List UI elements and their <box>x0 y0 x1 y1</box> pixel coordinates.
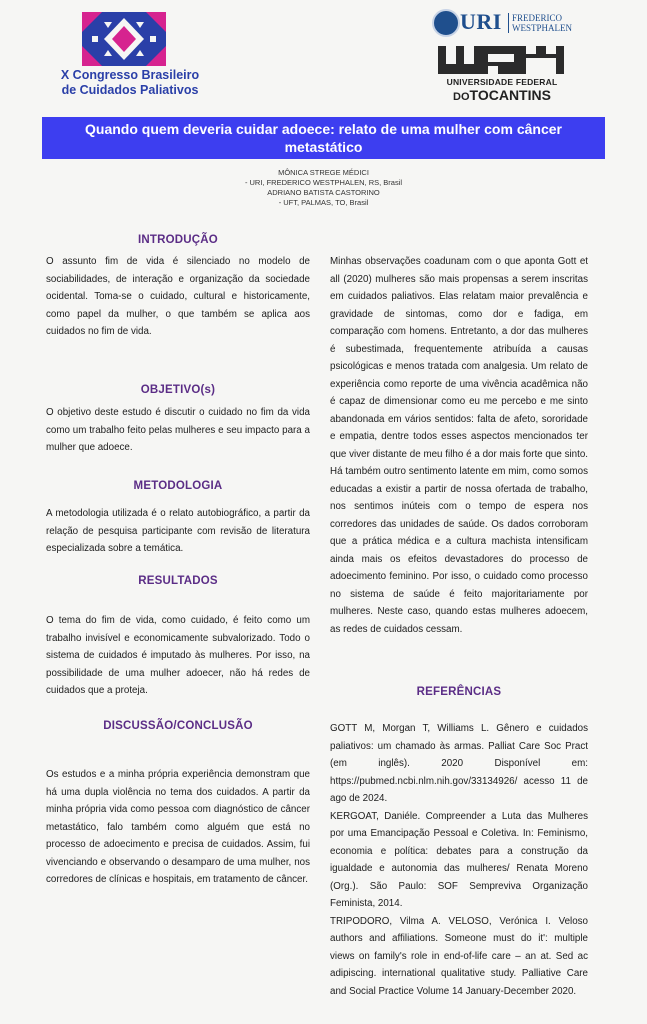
reference-item: GOTT M, Morgan T, Williams L. Gênero e cuidados paliativos: um chamado às armas. Palliat Care Soc Pract (em inglês). 2020 Disponível em: https://pubmed.ncbi.nlm.nih.gov/33134926/ acesso 11 de ago de 2024. <box>330 723 588 804</box>
uri-seal-icon <box>432 9 460 37</box>
text-resultados: O tema do fim de vida, como cuidado, é feito como um trabalho invisível e economicamente subvalorizado. Todo o sistema de cuidados é imputado às mulheres. Por isso, na possibilidade de uma mulher adoecer, não há redes de cuidados que a proteja. <box>46 615 310 696</box>
uft-logo-mark-icon <box>438 46 564 74</box>
heading-metodologia: METODOLOGIA <box>133 480 223 492</box>
text-metodologia: A metodologia utilizada é o relato autobiográfico, a partir da relação de pesquisa participante com revisão de literatura especializada sobre a temática. <box>46 508 310 554</box>
heading-referencias: REFERÊNCIAS <box>416 686 502 698</box>
uri-logo <box>432 9 572 41</box>
uft-logo-line1: UNIVERSIDADE FEDERAL <box>446 77 558 87</box>
uft-logo-do: DO <box>453 91 470 103</box>
references-list <box>330 720 588 1000</box>
text-continuacao: Minhas observações coadunam com o que aponta Gott et all (2020) mulheres são mais propensas a serem inscritas em cuidados paliativos. Elas relatam maior prevalência e gravidade de sintomas, como dor e fadiga, em comparação com homens. Entretanto, a dor das mulheres é subestimada, frequentemente atribuída a causas psicológicas e menos tratada com analgesia. Um relato de experiência como reporte de uma vivência acadêmica não é capaz de dimensionar como eu me percebo e me sinto abandonada em vários sentidos: falta de afeto, sororidade e empatia, dentre todos esses aspectos mencionados ter que viver distante de meu filho é a dor mais forte que sinto. Há também outro sentimento latente em mim, como somos educadas a existir a partir de nossa ofertada de trabalho, nos sentimos inúteis com o tempo de espera nos corredores das unidades de saúde. Os dados corroboram que a prática médica e a cultura machista intensificam ainda mais os efeitos devastadores do processo de adoecimento feminino. Por isso, o cuidado como processo no sistema de saúde é feito majoritariamente por mulheres. Neste caso, quando estas mulheres adoecem, as redes de cuidados cessam. <box>330 256 588 635</box>
text-introducao: O assunto fim de vida é silenciado no modelo de sociabilidades, de interação e organização da sociedade ocidental. Toma-se o cuidado, cultural e historicamente, como papel da mulher, o que também se aplica aos cuidados no fim de vida. <box>46 256 310 337</box>
title-banner <box>42 117 605 159</box>
reference-item: TRIPODORO, Vilma A. VELOSO, Verónica I. Veloso authors and affiliations. Someone must do it': multiple views on family's role in end-of-life care – an at. Sed ac adipiscing. international qualitative study. Palliative Care and Social Practice Volume 14 January-December 2020. <box>330 915 588 997</box>
heading-discussao: DISCUSSÃO/CONCLUSÃO <box>103 720 253 732</box>
title-line1: Quando quem deveria cuidar adoece: relato de uma mulher com câncer <box>85 121 562 137</box>
congress-logo-line2: de Cuidados Paliativos <box>61 83 199 97</box>
text-objetivo: O objetivo deste estudo é discutir o cuidado no fim da vida como um trabalho feito pelas mulheres e seu impacto para a mulher que adoece. <box>46 407 310 453</box>
author-1-affiliation: - URI, FREDERICO WESTPHALEN, RS, Brasil <box>244 178 403 187</box>
author-1-name: MÔNICA STREGE MÉDICI <box>278 168 369 177</box>
author-2-name: ADRIANO BATISTA CASTORINO <box>267 188 380 197</box>
uft-logo-line2 <box>432 87 572 103</box>
text-discussao: Os estudos e a minha própria experiência demonstram que há uma dupla violência no tema dos cuidados. A partir da minha própria vida como pessoa com diagnóstico de câncer metastático, falo também como alguém que está no processo de adoecimento e precisa de cuidados. Assim, fui vivenciando e observando o desamparo de uma mulher, nos corredores de clínicas e hospitais, em tratamento de câncer. <box>46 769 310 885</box>
uft-logo-name: TOCANTINS <box>469 87 551 103</box>
heading-resultados: RESULTADOS <box>138 575 218 587</box>
uri-logo-sub-line1: FREDERICO <box>512 13 563 23</box>
heading-introducao: INTRODUÇÃO <box>138 234 218 246</box>
congress-logo <box>50 8 210 103</box>
congress-logo-mark-icon <box>82 12 166 66</box>
heading-objetivo: OBJETIVO(s) <box>140 384 216 396</box>
congress-logo-line1: X Congresso Brasileiro <box>60 68 200 82</box>
uri-logo-sub-line2: WESTPHALEN <box>512 23 572 33</box>
uft-logo <box>432 46 572 108</box>
title-line2: metastático <box>284 139 363 155</box>
author-2-affiliation: - UFT, PALMAS, TO, Brasil <box>278 198 369 207</box>
reference-item: KERGOAT, Daniéle. Compreender a Luta das Mulheres por uma Emancipação Pessoal e Coletiva. In: Feminismo, economia e política: debates para a construção da igualdade e autonomia das mulheres/ Renata Moreno (Org.). São Paulo: SOF Sempreviva Organização Feminista, 2014. <box>330 810 588 909</box>
authors-block <box>0 168 647 208</box>
uri-logo-subtitle <box>508 13 572 33</box>
uri-logo-name: URI <box>460 9 502 34</box>
congress-logo-text <box>50 68 210 98</box>
